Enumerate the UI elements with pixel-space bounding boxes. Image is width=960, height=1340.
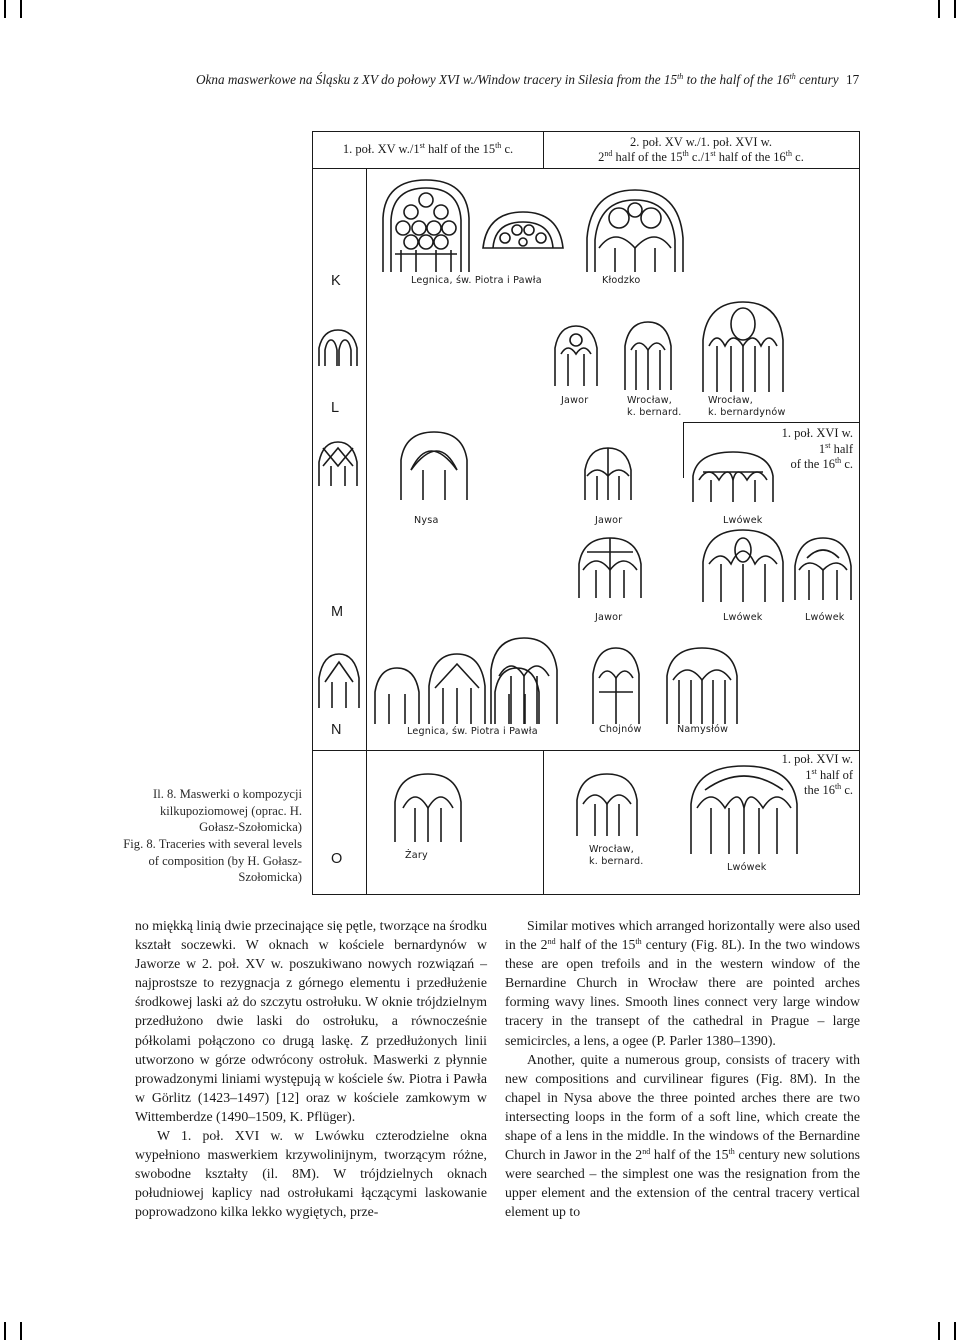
period-divider [683, 422, 684, 478]
location-label: Jawor [561, 395, 589, 406]
window-drawing-jawor-m-2 [577, 536, 643, 600]
location-label: Legnica, św. Piotra i Pawła [407, 726, 538, 737]
window-drawing-jawor-m [583, 446, 633, 502]
location-label: Nysa [414, 515, 439, 526]
location-label: Chojnów [599, 724, 642, 735]
location-label: Wrocław, k. bernardynów [708, 395, 786, 418]
row-label-divider [366, 168, 367, 894]
crop-mark [938, 0, 940, 18]
column-header-1: 1. poł. XV w./1st half of the 15th c. [342, 141, 514, 156]
window-drawing-l-left [317, 328, 359, 368]
window-drawing-legnica-n-2 [489, 636, 559, 726]
crop-mark [4, 1322, 6, 1340]
window-drawing-zary-o [393, 772, 463, 844]
figure-caption-en: Fig. 8. Traceries with several levels of composition (by H. Gołasz-Szołomicka) [123, 837, 302, 884]
location-label: Lwówek [727, 862, 767, 873]
paragraph: no miękką linią dwie przecinające się pętle, tworzące na środku kształt soczewki. W oknach w kościele bernardynów w Jaworze w 2. poł. XV w. poszukiwano nowych rozwiązań – najprostsze to rezygnacja z górnego elementu i przedłużenie środkowej laski aż do szczytu ostrołuku. W oknie trójdzielnym przedłużono dwie laski do ostrołuku, a równocześnie półkolami połączono co drugą laskę. Z przedłużonych linii utworzono w górze odwrócony ostrołuk. Maswerki z płynnie prowadzonymi liniami występują w kościele św. Piotra i Pawła w Görlitz (1423–1497) [12] oraz w kościele zamkowym w Wittemberdze (1490–1509, K. Pflüger). [135, 918, 487, 1124]
crop-mark [954, 0, 956, 18]
window-drawing-wroclaw-o [575, 772, 639, 838]
location-label: Lwówek [723, 612, 763, 623]
period-divider [683, 422, 859, 423]
window-drawing-legnica-k-2 [481, 210, 565, 250]
row-label-k: K [331, 273, 341, 289]
row-label-l: L [331, 400, 340, 416]
window-drawing-lwowek-m-3 [793, 536, 853, 602]
window-drawing-namyslow-n [665, 646, 739, 726]
window-drawing-chojnow-n [591, 646, 641, 726]
period-label-m: 1. poł. XVI w. 1st half of the 16th c. [781, 426, 853, 471]
paragraph: Similar motives which arranged horizontally were also used in the 2nd half of the 15th century (Fig. 8L). In the two windows these are open trefoils and in the western window of the Bernardine Church in Wrocław there are pointed arches forming wavy lines. Smooth lines connect very large window tracery in the transept of the cathedral in Prague – large semicircles, a lens, a ogee (P. Parler 1380–1390). [505, 918, 861, 1048]
location-label: Żary [405, 850, 428, 861]
location-label: Jawor [595, 612, 623, 623]
running-title: Okna maswerkowe na Śląsku z XV do połowy XVI w./Window tracery in Silesia from the 15th to the half of the 16th century [196, 72, 839, 87]
page-number: 17 [846, 72, 860, 87]
window-drawing-lwowek-o [689, 764, 799, 856]
paragraph: Another, quite a numerous group, consists of tracery with new compositions and curvilinear figures (Fig. 8M). In the chapel in Nysa above the three pointed arches there are two intersecting loops in the form of a soft line, which create the shape of a lens in the middle. In the windows of the Bernardine Church in Jawor in the 2nd half of the 15th century new solutions were searched – the simplest one was the resignation from the upper element and the extension of the central tracery vertical element up to [505, 1051, 860, 1220]
row-label-n: N [331, 722, 342, 738]
window-drawing-n-left [317, 652, 361, 710]
location-label: Wrocław, k. bernard. [589, 844, 644, 867]
period-label-o: 1. poł. XVI w. 1st half of the 16th c. [781, 752, 853, 797]
location-label: Namysłów [677, 724, 729, 735]
crop-mark [954, 1322, 956, 1340]
window-drawing-wroclaw-l [623, 320, 673, 392]
text-column-right [505, 916, 860, 1222]
window-drawing-klodzko-k [585, 188, 685, 274]
crop-mark [20, 1322, 22, 1340]
paragraph: W 1. poł. XVI w. w Lwówku czterodzielne okna wypełniono maswerkiem krzywolinijnym, tworzącym różne, swobodne kształty (il. 8M). W trójdzielnych oknach południowej kaplicy nad ostrołukami łączącymi laskowanie poprowadzono kilka lekko wygiętych, prze- [135, 1128, 487, 1220]
window-drawing-jawor-l [553, 324, 599, 388]
figure-caption-pl: Il. 8. Maswerki o kompozycji kilkupoziomowej (oprac. H. Gołasz-Szołomicka) [153, 787, 302, 834]
column-header-2: 2. poł. XV w./1. poł. XVI w. 2nd half of the 15th c./1st half of the 16th c. [598, 135, 804, 164]
column-divider [543, 132, 544, 168]
window-drawing-nysa-m [399, 430, 469, 502]
window-drawing-lwowek-m-1 [691, 450, 775, 504]
location-label: Lwówek [805, 612, 845, 623]
header-divider [313, 168, 859, 169]
location-label: Jawor [595, 515, 623, 526]
location-label: Legnica, św. Piotra i Pawła [411, 275, 542, 286]
location-label: Wrocław, k. bernard. [627, 395, 682, 418]
running-header [0, 72, 960, 92]
window-drawing-wroclaw-bernardynow-l [701, 300, 785, 394]
location-label: Lwówek [723, 515, 763, 526]
window-drawing-m-left [317, 440, 359, 488]
text-column-left [135, 916, 487, 1222]
crop-mark [938, 1322, 940, 1340]
figure-8 [312, 131, 860, 895]
crop-mark [4, 0, 6, 18]
location-label: Kłodzko [602, 275, 641, 286]
row-label-o: O [331, 851, 343, 867]
column-divider [543, 750, 544, 894]
window-drawing-lwowek-m-2 [701, 528, 785, 604]
window-drawing-legnica-k [381, 178, 471, 274]
crop-mark [20, 0, 22, 18]
row-label-m: M [331, 604, 344, 620]
period-divider [313, 750, 859, 751]
